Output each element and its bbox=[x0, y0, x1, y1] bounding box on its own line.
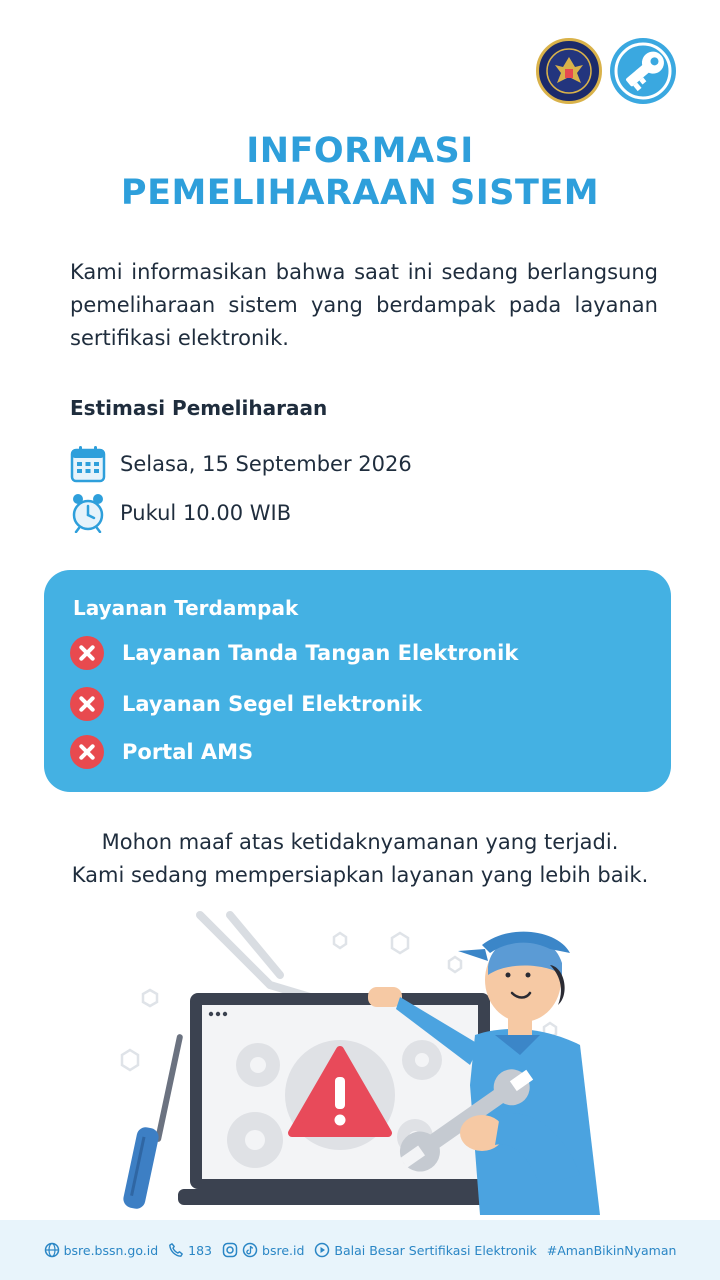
calendar-icon bbox=[70, 444, 106, 484]
title-line-1: INFORMASI bbox=[246, 131, 474, 171]
footer-bar bbox=[0, 1220, 720, 1280]
tiktok-icon bbox=[242, 1242, 258, 1258]
affected-item-label: Layanan Segel Elektronik bbox=[122, 692, 422, 716]
instagram-icon bbox=[222, 1242, 238, 1258]
bssn-emblem-icon bbox=[536, 38, 602, 104]
header-logos bbox=[536, 38, 676, 104]
affected-item-label: Portal AMS bbox=[122, 740, 254, 764]
footer-social-label: bsre.id bbox=[262, 1242, 305, 1258]
footer-phone-label: 183 bbox=[188, 1242, 213, 1258]
footer-phone[interactable] bbox=[168, 1242, 212, 1258]
estimate-date-row bbox=[70, 444, 412, 484]
affected-item-label: Layanan Tanda Tangan Elektronik bbox=[122, 641, 519, 665]
affected-heading: Layanan Terdampak bbox=[73, 596, 299, 620]
play-icon bbox=[314, 1242, 330, 1258]
affected-item bbox=[70, 687, 422, 721]
affected-services-panel bbox=[44, 570, 671, 792]
error-x-icon bbox=[70, 735, 104, 769]
apology-message bbox=[0, 826, 720, 892]
affected-item bbox=[70, 636, 518, 670]
intro-paragraph: Kami informasikan bahwa saat ini sedang berlangsung pemeliharaan sistem yang berdampak pada layanan sertifikasi elektronik. bbox=[70, 260, 658, 350]
estimate-heading: Estimasi Pemeliharaan bbox=[70, 396, 328, 420]
page-title bbox=[0, 130, 720, 214]
bsre-key-icon bbox=[610, 38, 676, 104]
estimate-time-row bbox=[70, 493, 291, 533]
apology-line-2: Kami sedang mempersiapkan layanan yang lebih baik. bbox=[71, 863, 649, 887]
footer-website[interactable] bbox=[44, 1242, 159, 1258]
affected-item bbox=[70, 735, 253, 769]
phone-icon bbox=[168, 1242, 184, 1258]
globe-icon bbox=[44, 1242, 60, 1258]
footer-website-label: bsre.bssn.go.id bbox=[63, 1242, 159, 1258]
estimate-time: Pukul 10.00 WIB bbox=[120, 501, 292, 525]
estimate-date: Selasa, 15 September 2026 bbox=[120, 452, 412, 476]
apology-line-1: Mohon maaf atas ketidaknyamanan yang terjadi. bbox=[101, 830, 619, 854]
footer-social[interactable] bbox=[222, 1242, 304, 1258]
title-line-2: PEMELIHARAAN SISTEM bbox=[120, 173, 600, 213]
maintenance-illustration bbox=[110, 905, 610, 1215]
footer-youtube-label: Balai Besar Sertifikasi Elektronik bbox=[334, 1242, 537, 1258]
error-x-icon bbox=[70, 636, 104, 670]
footer-hashtag: #AmanBikinNyaman bbox=[546, 1242, 677, 1258]
error-x-icon bbox=[70, 687, 104, 721]
footer-youtube[interactable] bbox=[314, 1242, 536, 1258]
alarm-clock-icon bbox=[70, 493, 106, 533]
